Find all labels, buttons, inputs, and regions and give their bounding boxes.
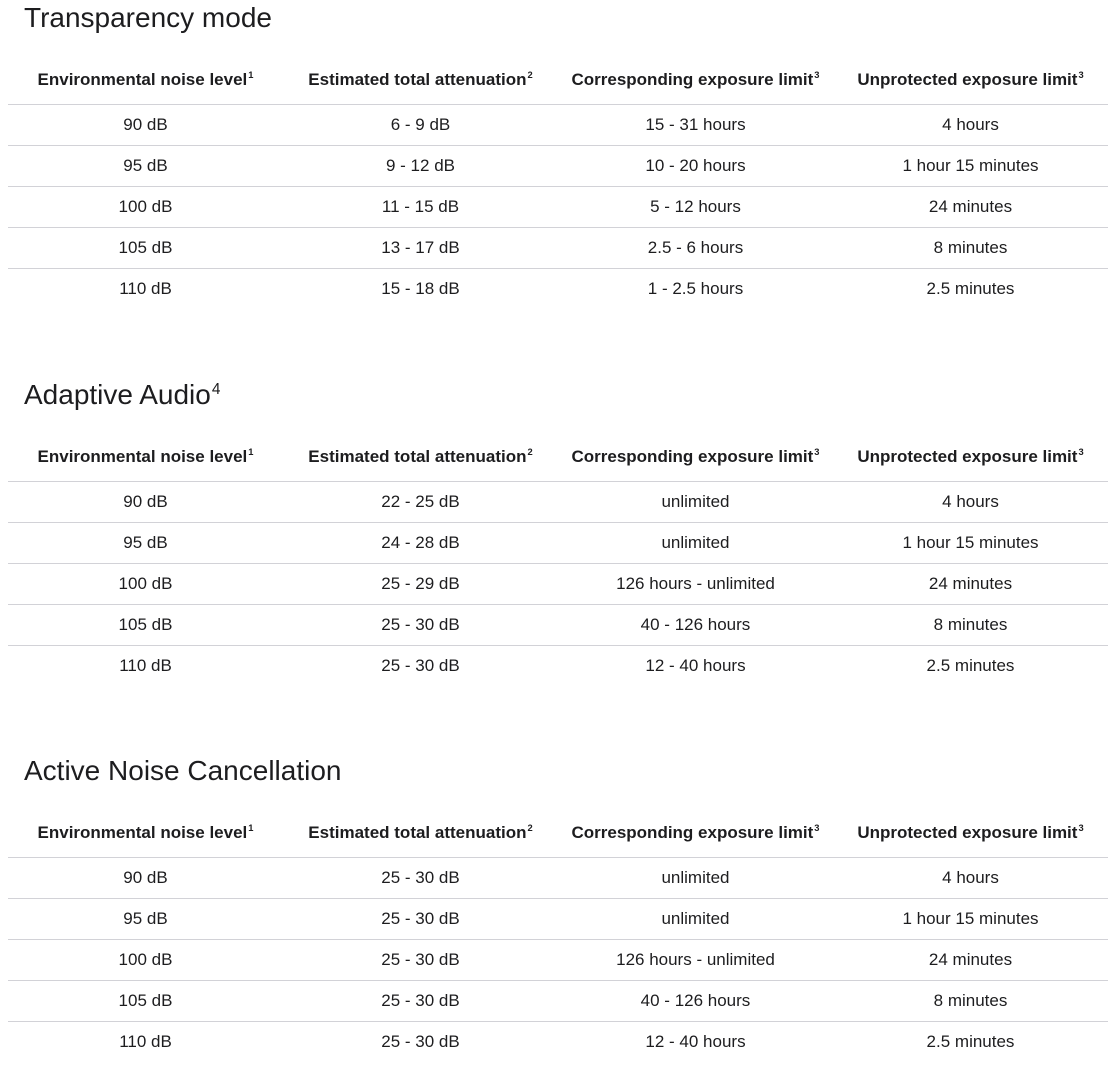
table-row <box>8 605 1108 646</box>
header-footnote: 3 <box>1078 823 1084 834</box>
cell-unprotected-limit: 24 minutes <box>928 574 1013 593</box>
table-row <box>8 482 1108 523</box>
section-title-text: Transparency mode <box>24 2 272 33</box>
cell-exposure-limit: unlimited <box>661 909 730 928</box>
section-title <box>24 378 220 412</box>
table-row <box>8 269 1108 309</box>
exposure-table <box>8 433 1108 686</box>
table-row <box>8 940 1108 981</box>
cell-noise-level: 105 dB <box>118 615 173 634</box>
cell-noise-level: 110 dB <box>119 656 172 675</box>
cell-unprotected-limit: 4 hours <box>942 492 999 511</box>
header-corresponding-exposure-limit <box>558 56 833 104</box>
header-text: Corresponding exposure limit <box>571 70 814 89</box>
header-corresponding-exposure-limit <box>558 809 833 857</box>
cell-noise-level: 100 dB <box>118 197 173 216</box>
section-title-text: Adaptive Audio <box>24 379 211 410</box>
header-text: Estimated total attenuation <box>308 70 527 89</box>
cell-noise-level: 110 dB <box>119 279 172 298</box>
cell-unprotected-limit: 2.5 minutes <box>926 279 1015 298</box>
cell-attenuation: 25 - 29 dB <box>381 574 460 593</box>
cell-unprotected-limit: 24 minutes <box>928 197 1013 216</box>
header-unprotected-exposure-limit <box>833 809 1108 857</box>
header-footnote: 3 <box>1078 70 1084 81</box>
cell-attenuation: 6 - 9 dB <box>390 115 451 134</box>
cell-attenuation: 25 - 30 dB <box>381 950 460 969</box>
header-footnote: 3 <box>814 70 820 81</box>
section-title-text: Active Noise Cancellation <box>24 755 342 786</box>
cell-unprotected-limit: 8 minutes <box>933 991 1008 1010</box>
table-row <box>8 858 1108 899</box>
header-text: Unprotected exposure limit <box>857 447 1078 466</box>
cell-unprotected-limit: 4 hours <box>942 868 999 887</box>
cell-exposure-limit: 10 - 20 hours <box>645 156 746 175</box>
cell-exposure-limit: 126 hours - unlimited <box>616 574 775 593</box>
cell-attenuation: 25 - 30 dB <box>381 991 460 1010</box>
section-title-footnote: 4 <box>211 380 221 398</box>
header-footnote: 2 <box>527 823 533 834</box>
cell-noise-level: 95 dB <box>123 909 168 928</box>
cell-attenuation: 22 - 25 dB <box>381 492 460 511</box>
header-estimated-total-attenuation <box>283 433 558 481</box>
section-title <box>24 1 273 35</box>
header-text: Environmental noise level <box>37 823 248 842</box>
cell-unprotected-limit: 2.5 minutes <box>926 656 1015 675</box>
cell-attenuation: 24 - 28 dB <box>381 533 460 552</box>
cell-unprotected-limit: 8 minutes <box>933 615 1008 634</box>
cell-exposure-limit: 40 - 126 hours <box>640 991 751 1010</box>
header-footnote: 1 <box>248 447 254 458</box>
header-footnote: 3 <box>1078 447 1084 458</box>
cell-noise-level: 90 dB <box>123 115 168 134</box>
cell-attenuation: 15 - 18 dB <box>381 279 460 298</box>
cell-attenuation: 9 - 12 dB <box>386 156 455 175</box>
header-estimated-total-attenuation <box>283 56 558 104</box>
table-row <box>8 646 1108 686</box>
section-title <box>24 754 343 788</box>
table-row <box>8 523 1108 564</box>
cell-unprotected-limit: 1 hour 15 minutes <box>902 533 1039 552</box>
cell-noise-level: 110 dB <box>119 1032 172 1051</box>
cell-attenuation: 13 - 17 dB <box>381 238 460 257</box>
header-text: Estimated total attenuation <box>308 823 527 842</box>
header-text: Corresponding exposure limit <box>571 447 814 466</box>
cell-noise-level: 90 dB <box>123 492 168 511</box>
header-footnote: 1 <box>248 823 254 834</box>
header-text: Corresponding exposure limit <box>571 823 814 842</box>
header-text: Unprotected exposure limit <box>857 823 1078 842</box>
cell-exposure-limit: 12 - 40 hours <box>645 656 746 675</box>
header-text: Unprotected exposure limit <box>857 70 1078 89</box>
cell-exposure-limit: unlimited <box>661 868 730 887</box>
table-row <box>8 899 1108 940</box>
cell-exposure-limit: 5 - 12 hours <box>650 197 741 216</box>
header-environmental-noise-level <box>8 56 283 104</box>
cell-attenuation: 25 - 30 dB <box>381 656 460 675</box>
cell-unprotected-limit: 1 hour 15 minutes <box>902 156 1039 175</box>
cell-attenuation: 25 - 30 dB <box>381 868 460 887</box>
cell-exposure-limit: 126 hours - unlimited <box>616 950 775 969</box>
cell-exposure-limit: 15 - 31 hours <box>645 115 746 134</box>
exposure-table <box>8 56 1108 309</box>
cell-unprotected-limit: 4 hours <box>942 115 999 134</box>
table-header-row <box>8 433 1108 482</box>
cell-attenuation: 25 - 30 dB <box>381 615 460 634</box>
header-unprotected-exposure-limit <box>833 433 1108 481</box>
cell-noise-level: 105 dB <box>118 238 173 257</box>
header-footnote: 2 <box>527 70 533 81</box>
header-corresponding-exposure-limit <box>558 433 833 481</box>
cell-exposure-limit: unlimited <box>661 492 730 511</box>
cell-exposure-limit: 2.5 - 6 hours <box>647 238 744 257</box>
table-row <box>8 1022 1108 1062</box>
header-text: Environmental noise level <box>37 70 248 89</box>
header-estimated-total-attenuation <box>283 809 558 857</box>
cell-noise-level: 95 dB <box>123 156 168 175</box>
cell-noise-level: 100 dB <box>118 950 173 969</box>
cell-exposure-limit: unlimited <box>661 533 730 552</box>
header-unprotected-exposure-limit <box>833 56 1108 104</box>
table-row <box>8 981 1108 1022</box>
cell-noise-level: 105 dB <box>118 991 173 1010</box>
table-header-row <box>8 56 1108 105</box>
cell-exposure-limit: 40 - 126 hours <box>640 615 751 634</box>
table-row <box>8 105 1108 146</box>
cell-unprotected-limit: 1 hour 15 minutes <box>902 909 1039 928</box>
cell-unprotected-limit: 8 minutes <box>933 238 1008 257</box>
header-footnote: 2 <box>527 447 533 458</box>
header-environmental-noise-level <box>8 809 283 857</box>
cell-attenuation: 25 - 30 dB <box>381 909 460 928</box>
table-row <box>8 146 1108 187</box>
cell-exposure-limit: 12 - 40 hours <box>645 1032 746 1051</box>
header-footnote: 3 <box>814 447 820 458</box>
cell-noise-level: 100 dB <box>118 574 173 593</box>
cell-unprotected-limit: 2.5 minutes <box>926 1032 1015 1051</box>
cell-attenuation: 11 - 15 dB <box>381 197 460 216</box>
header-text: Environmental noise level <box>37 447 248 466</box>
cell-exposure-limit: 1 - 2.5 hours <box>647 279 744 298</box>
header-footnote: 1 <box>248 70 254 81</box>
table-row <box>8 187 1108 228</box>
exposure-table <box>8 809 1108 1062</box>
table-row <box>8 564 1108 605</box>
cell-unprotected-limit: 24 minutes <box>928 950 1013 969</box>
table-header-row <box>8 809 1108 858</box>
cell-noise-level: 90 dB <box>123 868 168 887</box>
header-environmental-noise-level <box>8 433 283 481</box>
header-text: Estimated total attenuation <box>308 447 527 466</box>
header-footnote: 3 <box>814 823 820 834</box>
table-row <box>8 228 1108 269</box>
cell-noise-level: 95 dB <box>123 533 168 552</box>
cell-attenuation: 25 - 30 dB <box>381 1032 460 1051</box>
